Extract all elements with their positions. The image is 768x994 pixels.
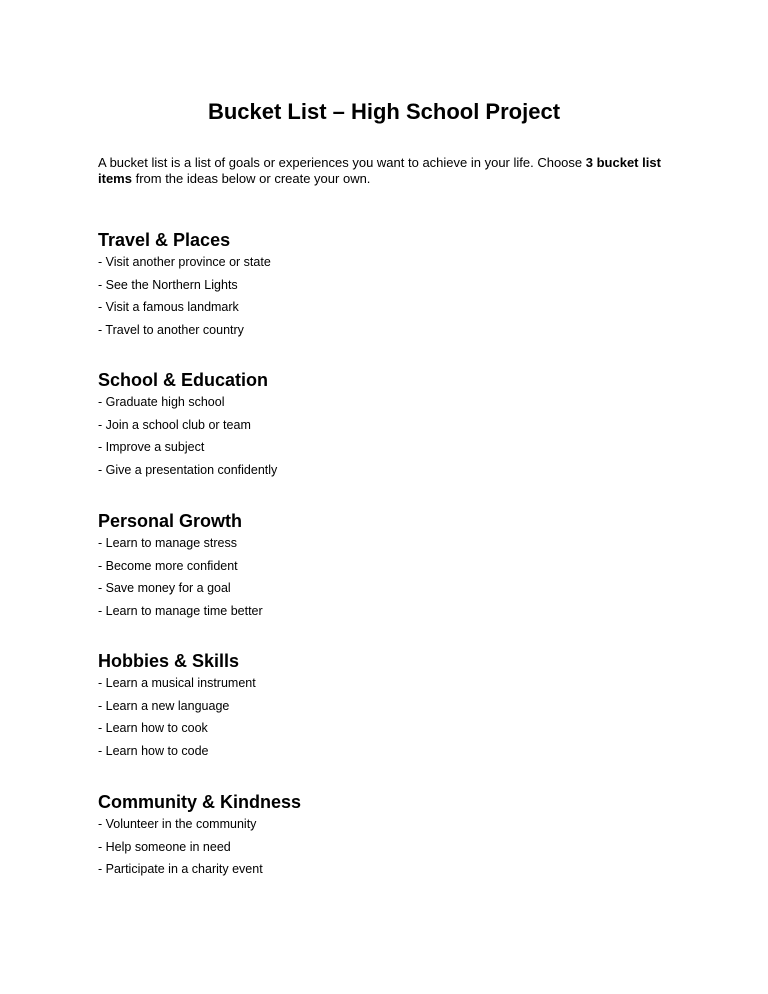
section-list	[98, 676, 678, 766]
section-school-education	[98, 369, 678, 485]
list-item: - Learn how to cook	[98, 721, 208, 735]
list-item: - Volunteer in the community	[98, 817, 257, 831]
list-item: - Learn a musical instrument	[98, 676, 256, 690]
list-item: - Help someone in need	[98, 839, 231, 854]
section-hobbies-skills	[98, 650, 678, 766]
list-item: - Learn a new language	[98, 698, 230, 713]
section-heading: Community & Kindness	[98, 792, 302, 812]
list-item: - Learn to manage stress	[98, 536, 237, 550]
section-heading: Personal Growth	[98, 511, 243, 531]
list-item: - Visit another province or state	[98, 255, 271, 269]
list-item: - Become more confident	[98, 558, 238, 573]
list-item: - Travel to another country	[98, 322, 244, 337]
list-item: - Learn how to code	[98, 743, 209, 758]
intro-paragraph	[98, 155, 673, 187]
section-heading: Hobbies & Skills	[98, 651, 240, 671]
list-item: - Give a presentation confidently	[98, 462, 278, 477]
list-item: - Participate in a charity event	[98, 862, 263, 876]
section-heading: Travel & Places	[98, 230, 231, 250]
section-community-kindness	[98, 791, 678, 885]
list-item: - Learn to manage time better	[98, 603, 263, 618]
list-item: - See the Northern Lights	[98, 277, 238, 292]
intro-bold-text: 3 bucket list items	[98, 155, 661, 186]
section-list	[98, 255, 678, 345]
section-travel-places	[98, 229, 678, 345]
list-item: - Visit a famous landmark	[98, 300, 239, 314]
section-list	[98, 536, 678, 626]
section-list	[98, 817, 678, 885]
intro-text-before: A bucket list is a list of goals or experiences you want to achieve in your life. Choose	[98, 155, 586, 170]
list-item: - Join a school club or team	[98, 417, 251, 432]
intro-text-after: from the ideas below or create your own.	[131, 171, 371, 186]
section-personal-growth	[98, 510, 678, 626]
list-item: - Save money for a goal	[98, 581, 231, 595]
section-heading: School & Education	[98, 370, 269, 390]
section-list	[98, 395, 678, 485]
page-title: Bucket List – High School Project	[207, 99, 561, 124]
list-item: - Graduate high school	[98, 395, 225, 409]
list-item: - Improve a subject	[98, 440, 205, 454]
